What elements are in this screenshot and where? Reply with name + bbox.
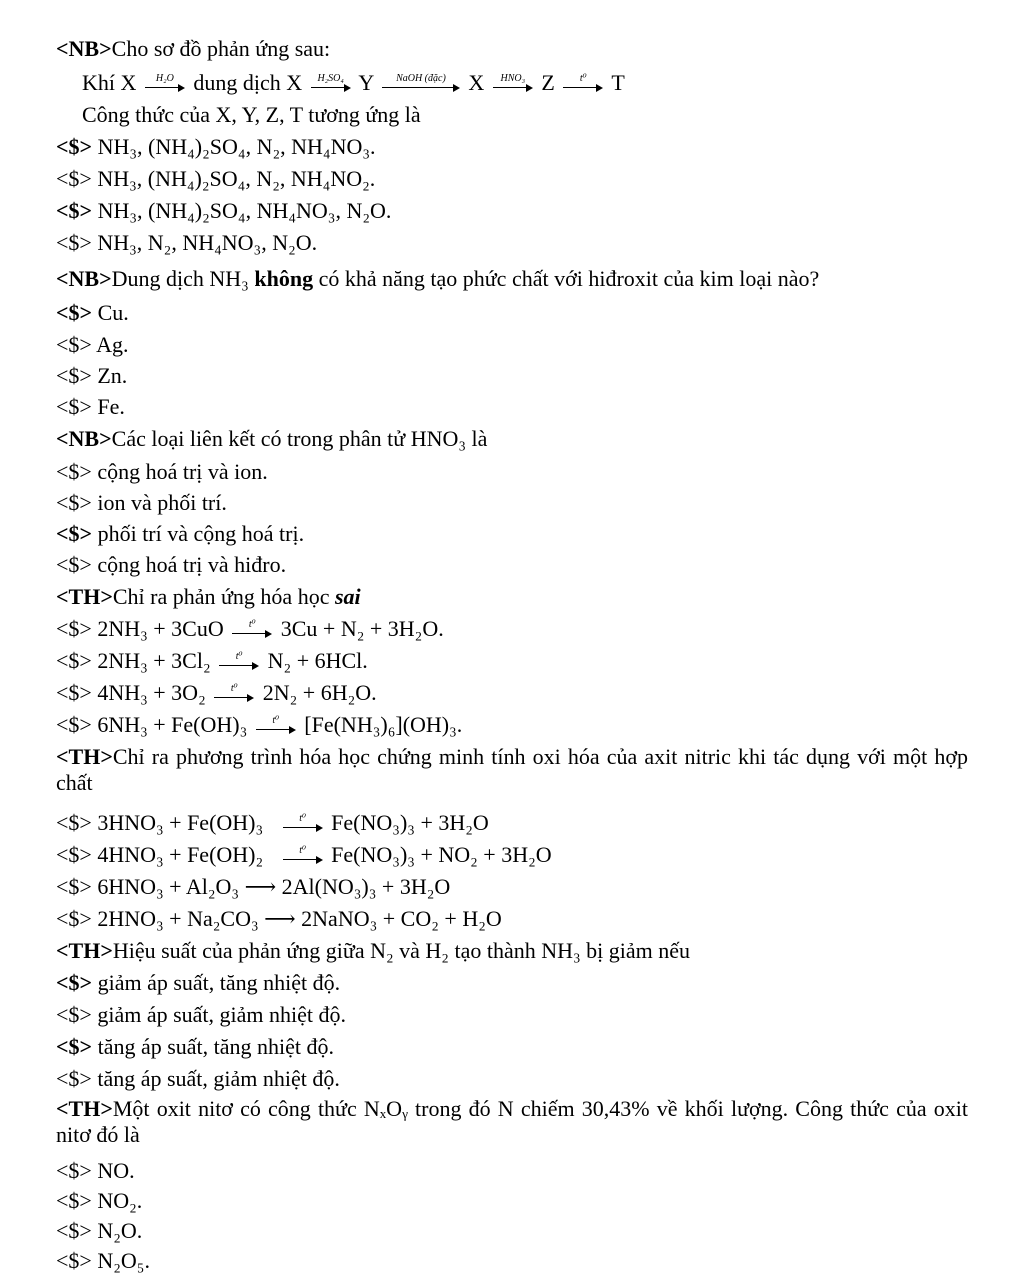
question-1 — [56, 36, 330, 62]
option[interactable]: <$> N₂O. — [56, 1218, 143, 1243]
option[interactable]: <$> 2NH₃ + 3CuO t⁰ 3Cu + N₂ + 3H₂O. — [56, 616, 444, 641]
arrow-glyph: ⟶ — [264, 906, 296, 931]
question-7: <TH>Một oxit nitơ có công thức NₓOᵧ trong đó N chiếm 30,43% về khối lượng. Công thức của oxit nitơ đó là — [56, 1096, 968, 1147]
question-5: <TH>Chỉ ra phương trình hóa học chứng minh tính oxi hóa của axit nitric khi tác dụng với một hợp chất — [56, 744, 968, 795]
option[interactable]: <$> cộng hoá trị và ion. — [56, 459, 268, 484]
option[interactable]: <$> 4NH₃ + 3O₂ t⁰ 2N₂ + 6H₂O. — [56, 680, 377, 705]
question-3: <NB>Các loại liên kết có trong phân tử HNO₃ là — [56, 426, 488, 451]
reaction-arrow: HNO₃ — [493, 74, 533, 92]
option[interactable]: <$> NH₃, (NH₄)₂SO₄, N₂, NH₄NO₃. — [56, 134, 376, 159]
question-text: Cho sơ đồ phản ứng sau: — [111, 36, 331, 61]
option[interactable]: <$> N₂O₅. — [56, 1248, 150, 1273]
scheme-species: Khí X — [82, 70, 137, 95]
question-stem: Công thức của X, Y, Z, T tương ứng là — [82, 102, 421, 127]
heat-arrow: t⁰ — [283, 814, 323, 832]
arrow-glyph: ⟶ — [244, 874, 277, 899]
scheme-species: X — [468, 70, 485, 95]
heat-arrow: t⁰ — [256, 716, 296, 734]
question-4: <TH>Chỉ ra phản ứng hóa học sai — [56, 584, 361, 609]
reaction-arrow: NaOH (đặc) — [382, 74, 460, 92]
option[interactable]: <$> NH₃, (NH₄)₂SO₄, N₂, NH₄NO₂. — [56, 166, 376, 191]
heat-arrow: t⁰ — [283, 846, 323, 864]
scheme-species: dung dịch X — [193, 70, 303, 95]
option[interactable]: <$> giảm áp suất, giảm nhiệt độ. — [56, 1002, 346, 1027]
heat-arrow: t⁰ — [214, 684, 254, 702]
level-tag: <NB> — [56, 36, 112, 61]
option[interactable]: <$> 4HNO₃ + Fe(OH)₂ t⁰ Fe(NO₃)₃ + NO₂ + 3H₂O — [56, 842, 552, 867]
question-2: <NB>Dung dịch NH₃ không có khả năng tạo phức chất với hiđroxit của kim loại nào? — [56, 266, 820, 291]
option[interactable]: <$> NH₃, (NH₄)₂SO₄, NH₄NO₃, N₂O. — [56, 198, 392, 223]
question-6: <TH>Hiệu suất của phản ứng giữa N₂ và H₂ tạo thành NH₃ bị giảm nếu — [56, 938, 691, 963]
option[interactable]: <$> tăng áp suất, giảm nhiệt độ. — [56, 1066, 340, 1091]
reaction-arrow: t⁰ — [563, 74, 603, 92]
option[interactable]: <$> phối trí và cộng hoá trị. — [56, 521, 305, 546]
option[interactable]: <$> Ag. — [56, 332, 129, 357]
option[interactable]: <$> Fe. — [56, 394, 125, 419]
scheme-species: Z — [541, 70, 555, 95]
option[interactable]: <$> ion và phối trí. — [56, 490, 227, 515]
option[interactable]: <$> 6HNO₃ + Al₂O₃ ⟶ 2Al(NO₃)₃ + 3H₂O — [56, 874, 451, 899]
reaction-scheme — [82, 70, 625, 96]
option[interactable]: <$> Zn. — [56, 363, 128, 388]
reaction-arrow: H₂SO₄ — [311, 74, 351, 92]
scheme-species: Y — [358, 70, 374, 95]
heat-arrow: t⁰ — [219, 652, 259, 670]
option[interactable]: <$> NO. — [56, 1158, 135, 1183]
option[interactable]: <$> cộng hoá trị và hiđro. — [56, 552, 287, 577]
option[interactable]: <$> giảm áp suất, tăng nhiệt độ. — [56, 970, 341, 995]
option[interactable]: <$> Cu. — [56, 300, 129, 325]
option[interactable]: <$> 6NH₃ + Fe(OH)₃ t⁰ [Fe(NH₃)₆](OH)₃. — [56, 712, 463, 737]
option[interactable]: <$> NO₂. — [56, 1188, 143, 1213]
option[interactable]: <$> tăng áp suất, tăng nhiệt độ. — [56, 1034, 335, 1059]
heat-arrow: t⁰ — [232, 620, 272, 638]
option[interactable]: <$> 2NH₃ + 3Cl₂ t⁰ N₂ + 6HCl. — [56, 648, 368, 673]
option[interactable]: <$> 2HNO₃ + Na₂CO₃ ⟶ 2NaNO₃ + CO₂ + H₂O — [56, 906, 502, 931]
option[interactable]: <$> 3HNO₃ + Fe(OH)₃ t⁰ Fe(NO₃)₃ + 3H₂O — [56, 810, 489, 835]
reaction-arrow: H₂O — [145, 74, 185, 92]
option[interactable]: <$> NH₃, N₂, NH₄NO₃, N₂O. — [56, 230, 318, 255]
scheme-species: T — [611, 70, 625, 95]
